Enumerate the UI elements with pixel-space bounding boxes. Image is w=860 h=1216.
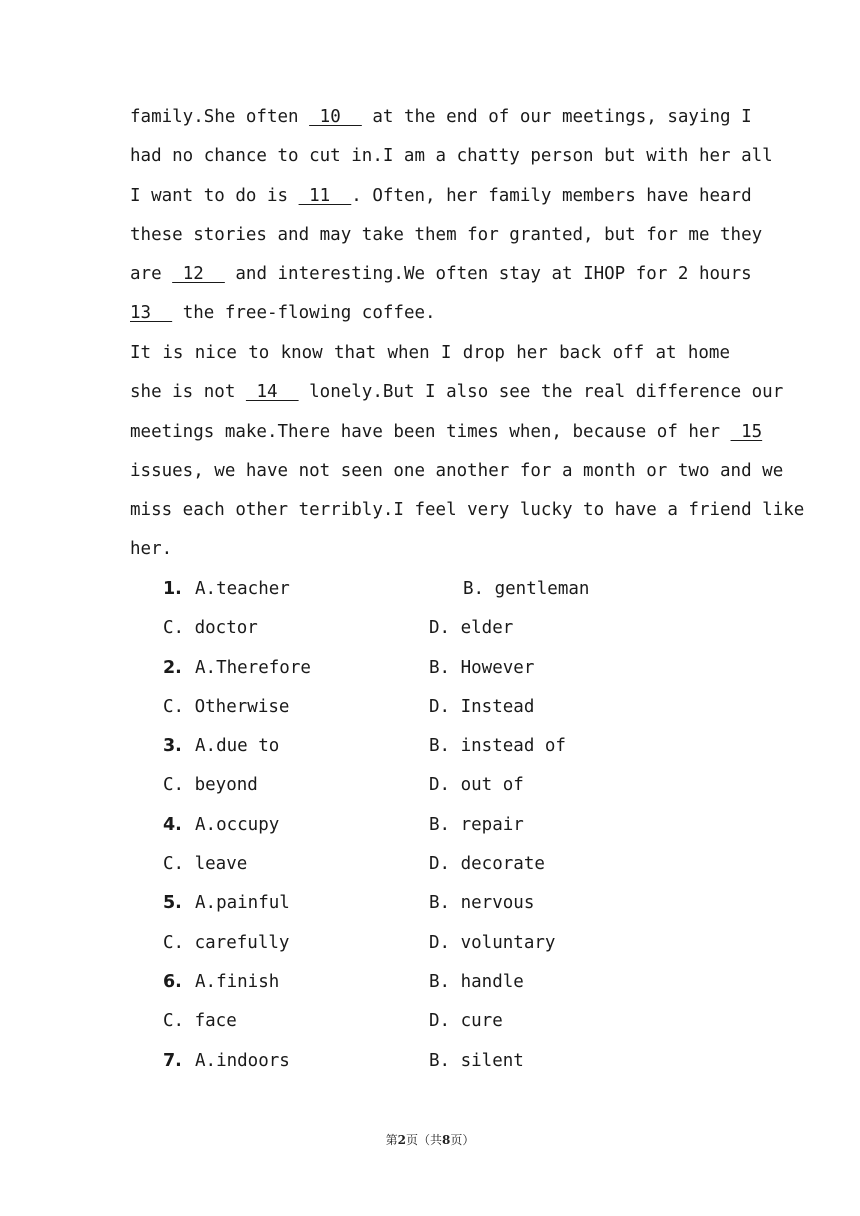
question-number: 3. <box>163 736 182 757</box>
answer-blank: 14 <box>245 382 299 403</box>
passage-line <box>130 177 752 216</box>
question-number: 7. <box>163 1050 182 1071</box>
option-b: B. handle <box>429 971 524 992</box>
footer-suffix: 页） <box>450 1133 475 1147</box>
passage-text: issues, we have not seen one another for a month or two and we <box>130 460 784 481</box>
option-a: A.finish <box>195 971 280 992</box>
option-b: B. gentleman <box>463 579 590 599</box>
passage-line <box>130 491 805 530</box>
option-c: C. beyond <box>163 775 258 796</box>
passage-paragraph-2 <box>130 334 805 570</box>
option-b: B. However <box>429 657 535 678</box>
passage-line <box>130 373 784 412</box>
option-c: C. carefully <box>163 932 290 953</box>
option-b: B. instead of <box>429 736 566 757</box>
question-row <box>163 1002 503 1041</box>
question-row <box>163 845 545 884</box>
question-row <box>163 806 524 845</box>
option-a: A.indoors <box>195 1050 290 1071</box>
passage-text: the free-flowing coffee. <box>172 303 436 324</box>
question-number: 6. <box>163 971 182 992</box>
question-number: 1. <box>163 579 182 599</box>
option-a: A.occupy <box>195 814 280 835</box>
option-a: A.Therefore <box>195 657 311 678</box>
answer-blank: 10 <box>309 107 362 127</box>
passage-text: and interesting.We often stay at IHOP for 2 hours <box>224 264 752 285</box>
footer-mid: 页（共 <box>405 1133 442 1147</box>
passage-line <box>130 334 730 373</box>
answer-blank: 11 <box>298 185 352 206</box>
passage-text: I want to do is <box>130 185 299 206</box>
option-d: D. Instead <box>429 696 535 717</box>
question-row <box>163 727 566 766</box>
footer-page-number: 2 <box>397 1133 406 1147</box>
option-d: D. decorate <box>429 854 545 875</box>
question-number: 5. <box>163 893 182 914</box>
passage-text: she is not <box>130 382 246 403</box>
footer-prefix: 第 <box>385 1133 398 1147</box>
answer-blank: 15 <box>730 421 763 442</box>
passage-line <box>130 294 730 333</box>
question-row <box>163 766 524 805</box>
question-row <box>163 609 514 648</box>
passage-line <box>130 413 763 452</box>
question-number: 2. <box>163 657 182 678</box>
option-d: D. cure <box>429 1011 503 1032</box>
passage-text: at the end of our meetings, saying I <box>361 107 752 127</box>
footer-total-pages: 8 <box>442 1133 451 1147</box>
option-d: D. voluntary <box>429 932 556 953</box>
passage-text: had no chance to cut in.I am a chatty person but with her all <box>130 146 773 167</box>
option-b: B. silent <box>429 1050 524 1071</box>
passage-text: these stories and may take them for granted, but for me they <box>130 224 763 245</box>
question-row <box>163 1042 524 1081</box>
answer-blank: 12 <box>172 264 225 285</box>
passage-line <box>130 530 730 569</box>
question-row <box>163 570 590 609</box>
option-c: C. face <box>163 1011 237 1032</box>
passage-text: lonely.But I also see the real difference our <box>298 382 784 403</box>
passage-text: miss each other terribly.I feel very lucky to have a friend like <box>130 500 805 521</box>
passage-text: . Often, her family members have heard <box>351 185 752 206</box>
passage-text: It is nice to know that when I drop her back off at home <box>130 343 730 363</box>
option-d: D. out of <box>429 775 524 796</box>
question-number: 4. <box>163 814 182 835</box>
question-row <box>163 649 535 688</box>
passage-line <box>130 137 773 176</box>
question-options <box>163 570 590 1081</box>
passage-line <box>130 98 752 137</box>
question-row <box>163 884 535 923</box>
question-row <box>163 688 535 727</box>
passage-text: her. <box>130 539 173 560</box>
answer-blank: 13 <box>130 303 173 324</box>
passage-text: are <box>130 264 173 285</box>
passage-line <box>130 216 763 255</box>
option-c: C. leave <box>163 854 248 875</box>
question-row <box>163 924 556 963</box>
passage-line <box>130 452 784 491</box>
passage-text: meetings make.There have been times when, because of her <box>130 421 731 442</box>
option-d: D. elder <box>429 618 514 639</box>
question-row <box>163 963 524 1002</box>
option-c: C. Otherwise <box>163 696 290 717</box>
option-a: A.teacher <box>195 579 290 599</box>
passage-paragraph-1 <box>130 98 773 334</box>
passage-text: family.She often <box>130 107 310 127</box>
option-b: B. nervous <box>429 893 535 914</box>
page-footer <box>0 1131 860 1148</box>
option-b: B. repair <box>429 814 524 835</box>
passage-line <box>130 255 752 294</box>
option-c: C. doctor <box>163 618 258 639</box>
option-a: A.due to <box>195 736 280 757</box>
option-a: A.painful <box>195 893 290 914</box>
